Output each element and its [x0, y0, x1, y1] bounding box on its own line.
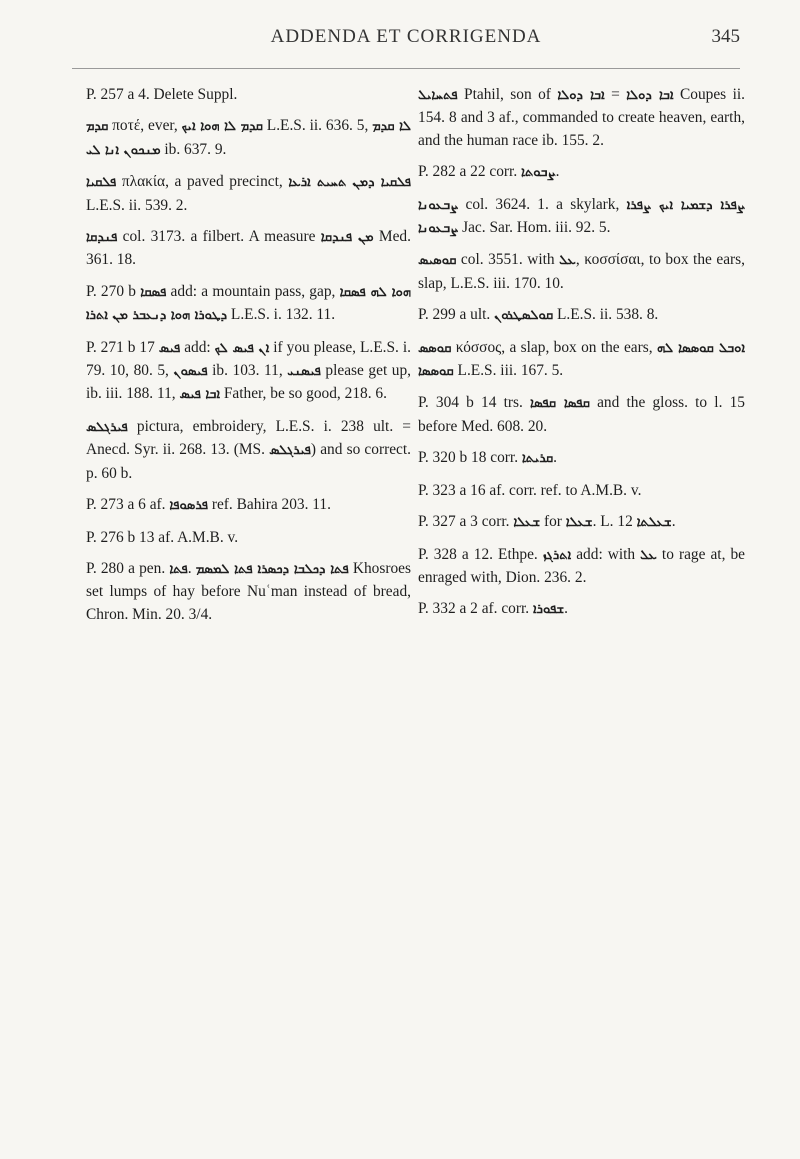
page-title: ADDENDA ET CORRIGENDA	[270, 26, 542, 47]
syriac-text: ܦܪܣܘܦܐ	[169, 498, 208, 514]
syriac-text: ܐܒܐ ܦܝܣ	[179, 387, 220, 403]
syriac-text: ܦܬܐ ܕܟܠܒܐ ܕܟܣܪܐ ܦܬܐ ܠܡܣܡ	[195, 561, 349, 577]
syriac-text: ܠܐ ܩܕܡ ܡܢܟܘܢ ܐܢܐ ܠܝ	[86, 119, 411, 158]
entry-kossos: ܩܘܣܣ κόσσος, a slap, box on the ears, ܐܘܒܠ ܩܘܣܣܐ ܠܗ ܩܘܣܣܐ L.E.S. iii. 167. 5.	[418, 338, 745, 380]
entry-ptahil: ܦܬܚܐܝܠ Ptahil, son of ܐܒܐ ܕܘܠܐ = ܐܒܐ ܕܘܠܐ Coupes ii. 154. 8 and 3 af., commanded to create heaven, earth, and the human race ib. 155. 2.	[418, 86, 746, 149]
syriac-text: ܫܥܠܬܐ	[636, 515, 672, 531]
syriac-text: ܦܝܣܘܢ	[173, 364, 208, 380]
syriac-text: ܐܘܒܠ ܩܘܣܣܐ ܠܗ ܩܘܣܣܐ	[418, 340, 745, 380]
syriac-text: ܥܠ	[640, 547, 657, 563]
entry-ptr-299a: P. 299 a ult. ܩܘܠܣܛܪܘܢ L.E.S. ii. 538. 8.	[418, 306, 659, 324]
syriac-text: ܩܕܡ ܠܐ ܗܘܐ ܐܝܟ	[181, 119, 263, 135]
entry-ptr-271b: P. 271 b 17 ܦܝܣ add: ܐܢ ܦܝܣ ܠܟ if you please, L.E.S. i. 79. 10, 80. 5, ܦܝܣܘܢ ib. 103. 11, ܦܝܣܢܝ please get up, ib. iii. 188. 11, ܐܒܐ ܦܝܣ Father, be so good, 218. 6.	[86, 338, 412, 403]
entry-ptr-327a: P. 327 a 3 corr. ܫܥܠܐ for ܫܥܠܐ. L. 12 ܫܥܠܬܐ.	[418, 513, 676, 531]
syriac-text: ܫܥܠܐ	[513, 515, 541, 531]
entry-filbert: ܦܢܕܩܐ col. 3173. a filbert. A measure ܡܢ ܦܢܕܩܐ Med. 361. 18.	[86, 228, 411, 269]
page-number: 345	[711, 26, 740, 47]
syriac-text: ܦܬܐ	[169, 561, 188, 577]
running-header	[72, 0, 740, 69]
entry-ptr-328a: P. 328 a 12. Ethpe. ܐܬܪܓܙ add: with ܥܠ to rage at, be enraged with, Dion. 236. 2.	[418, 545, 746, 586]
syriac-text: ܐܒܐ ܕܘܠܐ	[557, 88, 605, 103]
syriac-text: ܦܣܩܐ	[140, 284, 167, 300]
syriac-text: ܦܝܪܓܠܣ	[269, 443, 311, 459]
syriac-text: ܐܢ ܦܝܣ ܠܟ	[214, 340, 270, 356]
entry-ptr-320b: P. 320 b 18 corr. ܩܪܝܬܐ.	[418, 449, 557, 467]
syriac-text: ܩܘܣܝܣ	[418, 253, 457, 269]
entry-ptr-282a: P. 282 a 22 corr. ܨܒܘܬܐ.	[418, 163, 560, 181]
syriac-text: ܩܦܣܐ ܩܦܣܐ	[530, 396, 590, 412]
entry-ptr-273a: P. 273 a 6 af. ܦܪܣܘܦܐ ref. Bahira 203. 11.	[86, 496, 331, 514]
syriac-text: ܦܠܩܝܐ	[86, 175, 117, 191]
entry-kossisai: ܩܘܣܝܣ col. 3551. with ܥܠ, κοσσίσαι, to box the ears, slap, L.E.S. iii. 170. 10.	[418, 251, 745, 292]
syriac-text: ܦܝܪܓܠܣ	[86, 419, 128, 435]
syriac-text: ܦܠܩܝܐ ܕܡܢ ܬܚܝܬ ܐܪܥܐ	[288, 175, 411, 191]
syriac-text: ܗܘܐ ܠܗ ܦܣܩܐ ܕܛܘܪܐ ܗܘܐ ܕܢܥܒܪ ܡܢ ܐܬܪܐ	[86, 284, 411, 324]
right-column	[418, 84, 745, 631]
left-column	[86, 84, 411, 635]
entry-plakia: ܦܠܩܝܐ πλακία, a paved precinct, ܦܠܩܝܐ ܕܡܢ ܬܚܝܬ ܐܪܥܐ L.E.S. ii. 539. 2.	[86, 173, 411, 214]
entry-ptr-304b: P. 304 b 14 trs. ܩܦܣܐ ܩܦܣܐ and the gloss. to l. 15 before Med. 608. 20.	[418, 394, 746, 435]
syriac-text: ܩܘܠܣܛܪܘܢ	[494, 308, 554, 324]
syriac-text: ܩܘܣܣ	[418, 340, 452, 356]
entry-ptr-323a: P. 323 a 16 af. corr. ref. to A.M.B. v.	[418, 481, 642, 499]
entry-qdm-ever: ܩܕܡ ποτέ, ever, ܩܕܡ ܠܐ ܗܘܐ ܐܝܟ L.E.S. ii. 636. 5, ܠܐ ܩܕܡ ܡܢܟܘܢ ܐܢܐ ܠܝ ib. 637. 9.	[86, 117, 411, 158]
entry-ptr-280a: P. 280 a pen. ܦܬܐ. ܦܬܐ ܕܟܠܒܐ ܕܟܣܪܐ ܦܬܐ ܠܡܣܡ Khosroes set lumps of hay before Nuʿman instead of bread, Chron. Min. 20. 3/4.	[86, 559, 411, 623]
syriac-text: ܫܥܠܐ	[565, 515, 593, 531]
syriac-text: ܩܪܝܬܐ	[521, 451, 554, 467]
entry-ptr-270b: P. 270 b ܦܣܩܐ add: a mountain pass, gap, ܗܘܐ ܠܗ ܦܣܩܐ ܕܛܘܪܐ ܗܘܐ ܕܢܥܒܪ ܡܢ ܐܬܪܐ L.E.S. i. 132. 11.	[86, 282, 411, 324]
syriac-text: ܐܬܪܓܙ	[542, 547, 572, 563]
syriac-text: ܦܢܕܩܐ	[86, 230, 118, 246]
syriac-text: ܥܠ	[559, 253, 576, 269]
entry-ptr-332a: P. 332 a 2 af. corr. ܫܦܘܪܐ.	[418, 600, 568, 618]
syriac-text: ܦܬܚܐܝܠ	[418, 88, 458, 103]
syriac-text: ܐܒܐ ܕܘܠܐ	[626, 88, 674, 103]
syriac-text: ܦܝܣ	[158, 340, 181, 356]
entry-skylark: ܨܒܥܘܢܐ col. 3624. 1. a skylark, ܨܦܪܐ ܕܫܡܝܐ ܐܝܟ ܨܦܪܐ ܨܒܥܘܢܐ Jac. Sar. Hom. iii. 92. 5.	[418, 195, 745, 237]
syriac-text: ܨܒܥܘܢܐ	[418, 197, 459, 213]
syriac-text: ܩܕܡ	[86, 119, 109, 135]
entry-ptr-276b: P. 276 b 13 af. A.M.B. v.	[86, 528, 239, 546]
syriac-text: ܨܦܪܐ ܕܫܡܝܐ ܐܝܟ ܨܦܪܐ ܨܒܥܘܢܐ	[418, 197, 745, 237]
syriac-text: ܫܦܘܪܐ	[532, 602, 565, 618]
entry-pictura: ܦܝܪܓܠܣ pictura, embroidery, L.E.S. i. 238 ult. = Anecd. Syr. ii. 268. 13. (MS. ܦܝܪܓܠܣ) and so correct. p. 60 b.	[86, 417, 411, 482]
entry-ptr-257a: P. 257 a 4. Delete Suppl.	[86, 86, 238, 103]
syriac-text: ܨܒܘܬܐ	[521, 165, 556, 181]
syriac-text: ܦܝܣܢܝ	[287, 364, 321, 380]
syriac-text: ܡܢ ܦܢܕܩܐ	[320, 230, 374, 246]
